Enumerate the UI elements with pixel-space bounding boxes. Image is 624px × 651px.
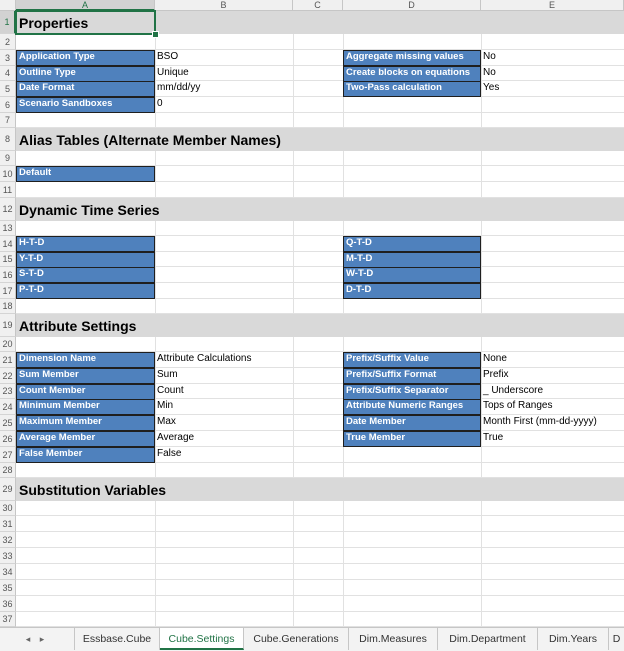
value-prefix-suffix-value[interactable]: None: [483, 353, 507, 364]
grid-row-35: [16, 580, 624, 596]
row-header-36[interactable]: 36: [0, 596, 16, 612]
tab-scroll-left-button[interactable]: ◂: [25, 634, 31, 644]
label-wtd[interactable]: W-T-D: [343, 267, 481, 283]
value-count-member[interactable]: Count: [157, 385, 184, 396]
row-header-15[interactable]: 15: [0, 252, 16, 267]
row-header-7[interactable]: 7: [0, 113, 16, 128]
value-date-member[interactable]: Month First (mm-dd-yyyy): [483, 416, 597, 427]
row-header-35[interactable]: 35: [0, 580, 16, 596]
label-default-alias[interactable]: Default: [16, 166, 155, 182]
section-alias-tables: [16, 128, 624, 151]
row-header-33[interactable]: 33: [0, 548, 16, 564]
value-application-type[interactable]: BSO: [157, 51, 179, 62]
row-header-21[interactable]: 21: [0, 352, 16, 368]
row-header-3[interactable]: 3: [0, 50, 16, 66]
grid-row-34: [16, 564, 624, 580]
label-minimum-member[interactable]: Minimum Member: [16, 399, 155, 415]
section-title: Substitution Variables: [19, 482, 167, 498]
label-maximum-member[interactable]: Maximum Member: [16, 415, 155, 431]
label-date-format[interactable]: Date Format: [16, 81, 155, 97]
row-header-12[interactable]: 12: [0, 198, 16, 221]
tab-dim-years[interactable]: Dim.Years: [538, 628, 609, 650]
value-aggregate-missing[interactable]: No: [483, 51, 496, 62]
grid-row-37: [16, 612, 624, 627]
section-dynamic-time-series: [16, 198, 624, 221]
value-maximum-member[interactable]: Max: [157, 416, 176, 427]
grid-row-11: [16, 182, 624, 198]
grid-row-33: [16, 548, 624, 564]
row-header-34[interactable]: 34: [0, 564, 16, 580]
grid-row-20: [16, 337, 624, 352]
row-header-8[interactable]: 8: [0, 128, 16, 151]
row-header-22[interactable]: 22: [0, 368, 16, 384]
row-header-1[interactable]: 1: [0, 11, 16, 34]
section-title: Attribute Settings: [19, 318, 137, 334]
label-dtd[interactable]: D-T-D: [343, 283, 481, 299]
label-scenario-sandboxes[interactable]: Scenario Sandboxes: [16, 97, 155, 113]
label-outline-type[interactable]: Outline Type: [16, 66, 155, 82]
grid-row-31: [16, 516, 624, 532]
select-all-corner[interactable]: [0, 0, 16, 11]
label-dimension-name[interactable]: Dimension Name: [16, 352, 155, 368]
row-header-32[interactable]: 32: [0, 532, 16, 548]
tab-scroll-right-button[interactable]: ▸: [39, 634, 45, 644]
row-header-31[interactable]: 31: [0, 516, 16, 532]
value-prefix-suffix-separator[interactable]: _ Underscore: [483, 385, 544, 396]
label-average-member[interactable]: Average Member: [16, 431, 155, 447]
row-header-4[interactable]: 4: [0, 66, 16, 81]
row-header-11[interactable]: 11: [0, 182, 16, 198]
row-header-30[interactable]: 30: [0, 501, 16, 516]
label-true-member[interactable]: True Member: [343, 431, 481, 447]
tab-cube-settings[interactable]: Cube.Settings: [160, 628, 244, 650]
value-sum-member[interactable]: Sum: [157, 369, 178, 380]
row-header-25[interactable]: 25: [0, 415, 16, 431]
value-attribute-numeric-ranges[interactable]: Tops of Ranges: [483, 400, 553, 411]
sheet-tab-bar: [0, 627, 624, 651]
column-header-e[interactable]: E: [481, 0, 624, 11]
value-false-member[interactable]: False: [157, 448, 182, 459]
label-false-member[interactable]: False Member: [16, 447, 155, 463]
row-header-23[interactable]: 23: [0, 384, 16, 399]
row-header-17[interactable]: 17: [0, 283, 16, 299]
row-header-20[interactable]: 20: [0, 337, 16, 352]
row-header-24[interactable]: 24: [0, 399, 16, 415]
tab-dim-measures[interactable]: Dim.Measures: [349, 628, 438, 650]
value-outline-type[interactable]: Unique: [157, 67, 189, 78]
label-mtd[interactable]: M-T-D: [343, 252, 481, 268]
row-header-37[interactable]: 37: [0, 612, 16, 627]
label-application-type[interactable]: Application Type: [16, 50, 155, 66]
value-prefix-suffix-format[interactable]: Prefix: [483, 369, 509, 380]
tab-dim-department[interactable]: Dim.Department: [438, 628, 538, 650]
label-ytd[interactable]: Y-T-D: [16, 252, 155, 268]
row-header-13[interactable]: 13: [0, 221, 16, 236]
label-std[interactable]: S-T-D: [16, 267, 155, 283]
column-header-b[interactable]: B: [155, 0, 293, 11]
label-ptd[interactable]: P-T-D: [16, 283, 155, 299]
column-header-c[interactable]: C: [293, 0, 343, 11]
value-date-format[interactable]: mm/dd/yy: [157, 82, 201, 93]
label-qtd[interactable]: Q-T-D: [343, 236, 481, 252]
label-two-pass[interactable]: Two-Pass calculation: [343, 81, 481, 97]
row-header-14[interactable]: 14: [0, 236, 16, 252]
label-sum-member[interactable]: Sum Member: [16, 368, 155, 384]
value-two-pass[interactable]: Yes: [483, 82, 500, 93]
grid-row-32: [16, 532, 624, 548]
label-date-member[interactable]: Date Member: [343, 415, 481, 431]
grid-row-28: [16, 463, 624, 478]
row-header-28[interactable]: 28: [0, 463, 16, 478]
label-attribute-numeric-ranges[interactable]: Attribute Numeric Ranges: [343, 399, 481, 415]
row-header-9[interactable]: 9: [0, 151, 16, 166]
row-header-6[interactable]: 6: [0, 97, 16, 113]
grid-row-13: [16, 221, 624, 236]
label-count-member[interactable]: Count Member: [16, 384, 155, 400]
grid-row-9: [16, 151, 624, 166]
row-header-18[interactable]: 18: [0, 299, 16, 314]
section-title: Alias Tables (Alternate Member Names): [19, 132, 281, 148]
section-title: Dynamic Time Series: [19, 202, 160, 218]
row-header-10[interactable]: 10: [0, 166, 16, 182]
active-cell-selection: [15, 10, 156, 35]
value-scenario-sandboxes[interactable]: 0: [157, 98, 163, 109]
label-prefix-suffix-value[interactable]: Prefix/Suffix Value: [343, 352, 481, 368]
row-header-5[interactable]: 5: [0, 81, 16, 97]
label-prefix-suffix-separator[interactable]: Prefix/Suffix Separator: [343, 384, 481, 400]
label-htd[interactable]: H-T-D: [16, 236, 155, 252]
grid-row-30: [16, 501, 624, 516]
grid-row-7: [16, 113, 624, 128]
section-substitution-variables: [16, 478, 624, 501]
row-header-26[interactable]: 26: [0, 431, 16, 447]
label-create-blocks[interactable]: Create blocks on equations: [343, 66, 481, 82]
tab-truncated[interactable]: D: [612, 633, 621, 645]
row-header-29[interactable]: 29: [0, 478, 16, 501]
section-attribute-settings: [16, 314, 624, 337]
label-prefix-suffix-format[interactable]: Prefix/Suffix Format: [343, 368, 481, 384]
row-header-16[interactable]: 16: [0, 267, 16, 283]
column-header-a[interactable]: A: [16, 0, 155, 11]
grid-row-2: [16, 34, 624, 50]
row-header-19[interactable]: 19: [0, 314, 16, 337]
grid-row-36: [16, 596, 624, 612]
value-dimension-name[interactable]: Attribute Calculations: [157, 353, 252, 364]
value-minimum-member[interactable]: Min: [157, 400, 174, 411]
fill-handle[interactable]: [152, 31, 159, 38]
tab-essbase-cube[interactable]: Essbase.Cube: [74, 628, 160, 650]
row-header-2[interactable]: 2: [0, 34, 16, 50]
row-header-27[interactable]: 27: [0, 447, 16, 463]
label-aggregate-missing[interactable]: Aggregate missing values: [343, 50, 481, 66]
value-average-member[interactable]: Average: [157, 432, 195, 443]
column-header-d[interactable]: D: [343, 0, 481, 11]
value-true-member[interactable]: True: [483, 432, 504, 443]
value-create-blocks[interactable]: No: [483, 67, 496, 78]
grid-row-18: [16, 299, 624, 314]
section-title: Properties: [19, 15, 89, 31]
tab-cube-generations[interactable]: Cube.Generations: [244, 628, 349, 650]
